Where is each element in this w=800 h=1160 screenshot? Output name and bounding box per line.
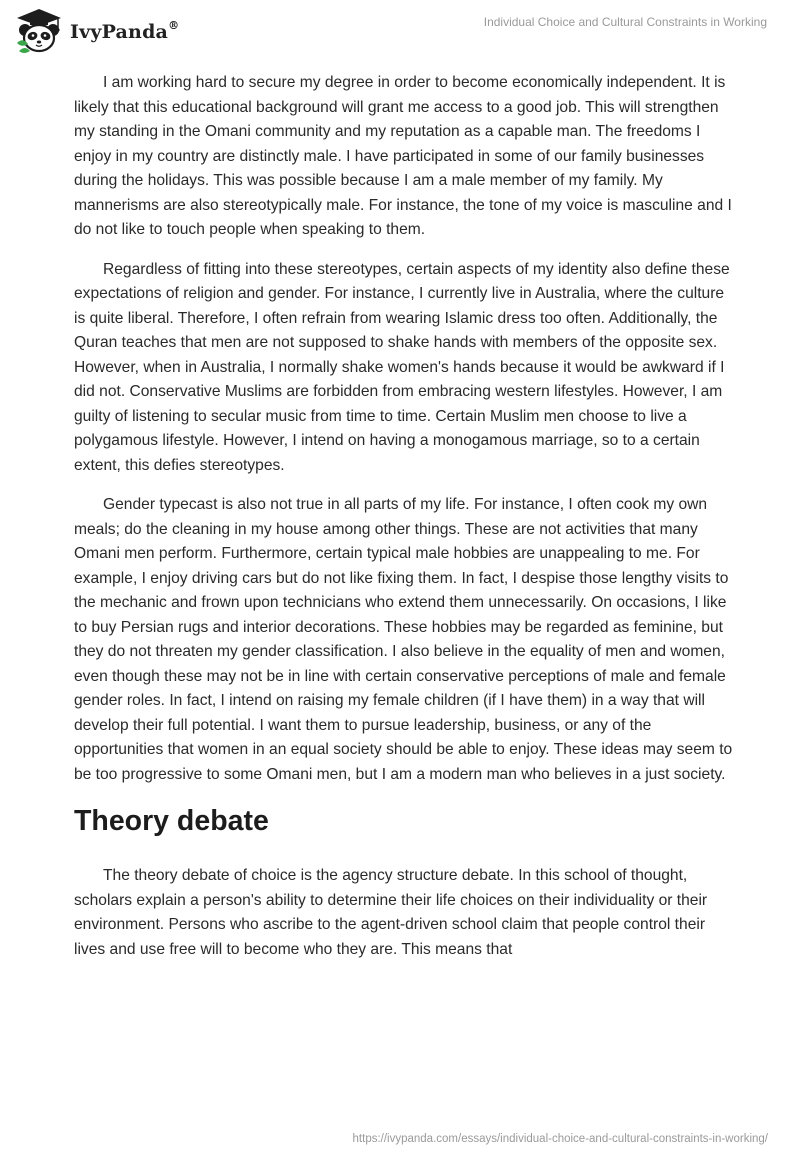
panda-graduate-icon <box>14 8 64 54</box>
paragraph: I am working hard to secure my degree in order to become economically independent. It is likely that this educational background will grant me access to a good job. This will strengthen my standing in the Omani community and my reputation as a capable man. The freedoms I enjoy in my country are distinctly male. I have participated in some of our family businesses during the holidays. This was possible because I am a male member of my family. My mannerisms are also stereotypically male. For instance, the tone of my voice is masculine and I do not like to touch people when speaking to them. <box>74 74 732 238</box>
page-header <box>0 0 800 62</box>
brand-name: IvyPanda® <box>70 19 180 43</box>
essay-content <box>74 71 734 977</box>
paragraph: Regardless of fitting into these stereotypes, certain aspects of my identity also define these expectations of religion and gender. For instance, I currently live in Australia, where the culture is quite liberal. Therefore, I often refrain from wearing Islamic dress too often. Additionally, the Quran teaches that men are not supposed to shake hands with members of the opposite sex. However, when in Australia, I normally shake women's hands because it would be awkward if I did not. Conservative Muslims are forbidden from embracing western lifestyles. However, I am guilty of listening to secular music from time to time. Certain Muslim men choose to live a polygamous lifestyle. However, I intend on having a monogamous marriage, so to a certain extent, this defies stereotypes. <box>74 260 730 474</box>
paragraph: Gender typecast is also not true in all parts of my life. For instance, I often cook my own meals; do the cleaning in my house among other things. These are not activities that many Omani men perform. Furthermore, certain typical male hobbies are unappealing to me. For example, I enjoy driving cars but do not like fixing them. In fact, I despise those lengthy visits to the mechanic and frown upon technicians who extend them unnecessarily. On occasions, I like to buy Persian rugs and interior decorations. These hobbies may be regarded as feminine, but they do not threaten my gender classification. I also believe in the equality of men and women, even though these may not be in line with certain conservative perceptions of male and female gender roles. In fact, I intend on raising my female children (if I have them) in a way that will develop their full potential. I want them to pursue leadership, business, or any of the opportunities that women in an equal society should be able to enjoy. These ideas may seem to be too progressive to some Omani men, but I am a modern man who believes in a just society. <box>74 496 733 783</box>
source-url[interactable]: https://ivypanda.com/essays/individual-choice-and-cultural-constraints-in-working/ <box>352 1133 768 1145</box>
registered-mark: ® <box>168 19 180 32</box>
document-title: Individual Choice and Cultural Constraints in Working <box>483 15 767 29</box>
section-heading: Theory debate <box>74 805 269 837</box>
brand-logo[interactable] <box>14 8 179 54</box>
paragraph: The theory debate of choice is the agency structure debate. In this school of thought, scholars explain a person's ability to determine their life choices on their individuality or their environment. Persons who ascribe to the agent-driven school claim that people control their lives and use free will to become who they are. This means that <box>74 867 708 958</box>
